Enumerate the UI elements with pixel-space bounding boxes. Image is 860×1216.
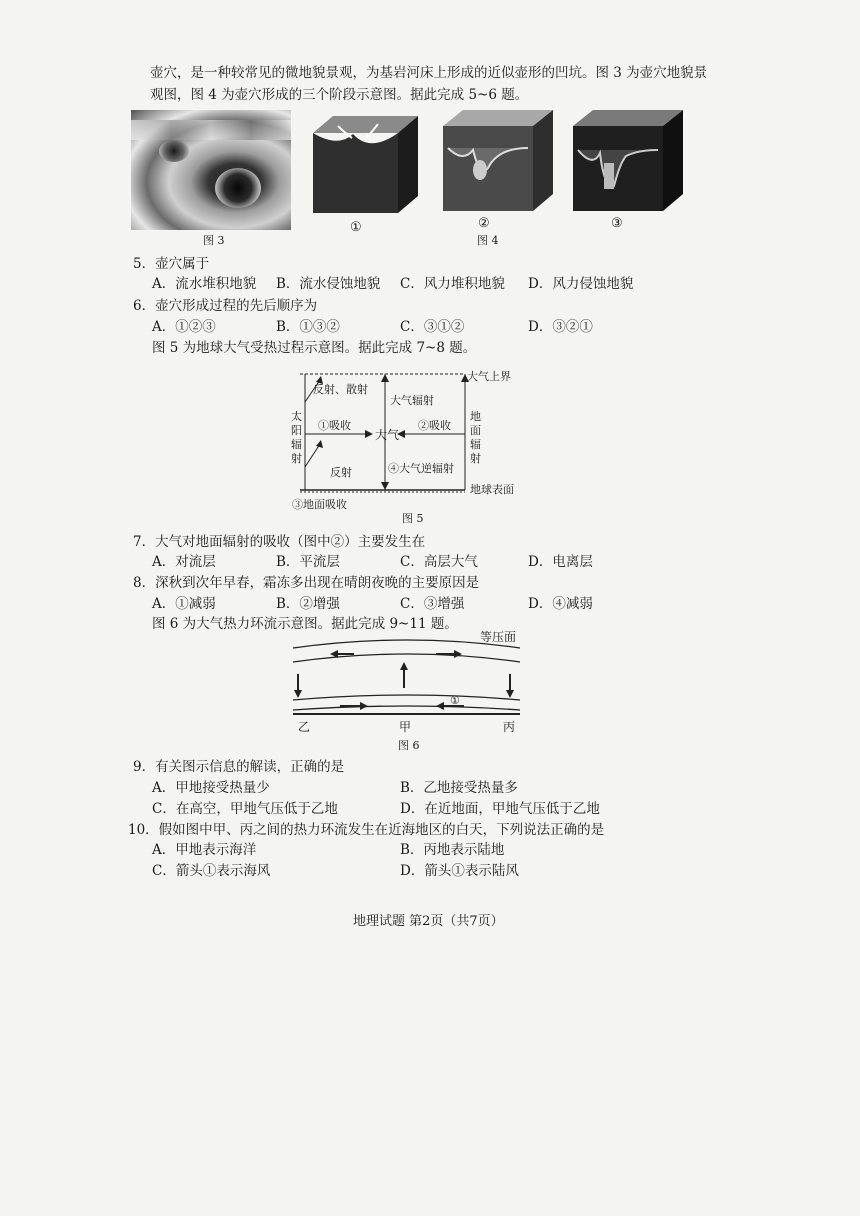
fig5-atmosphere: 大气: [375, 428, 400, 442]
fig5-ground-absorb: ③地面吸收: [292, 498, 347, 511]
fig5-top-label: 大气上界: [467, 370, 511, 383]
fig5-back-radiation: ④大气逆辐射: [388, 462, 454, 475]
q9-option-a: A．甲地接受热量少: [152, 780, 270, 796]
fig5-intro: 图 5 为地球大气受热过程示意图。据此完成 7~8 题。: [152, 340, 477, 356]
rock-streak: [131, 120, 291, 140]
fig6-jia: 甲: [399, 720, 412, 734]
fig5-atm-radiation: 大气辐射: [390, 394, 434, 407]
fig6-intro: 图 6 为大气热力环流示意图。据此完成 9~11 题。: [152, 616, 458, 632]
q10-option-a: A．甲地表示海洋: [152, 842, 257, 858]
q7-option-a: A．对流层: [152, 554, 216, 570]
q7-option-d: D．电离层: [528, 554, 593, 570]
fig4-label-1: ①: [350, 220, 362, 235]
fig4-label-2: ②: [478, 216, 490, 231]
q7-option-b: B．平流层: [276, 554, 340, 570]
stage-1-block: [313, 116, 418, 213]
question-5: 5．壶穴属于: [133, 256, 210, 272]
q8-option-b: B．②增强: [276, 596, 340, 612]
q5-option-b: B．流水侵蚀地貌: [276, 276, 381, 292]
q5-option-d: D．风力侵蚀地貌: [528, 276, 634, 292]
fig4-diagram: [308, 108, 728, 218]
question-9: 9．有关图示信息的解读，正确的是: [133, 759, 345, 775]
fig5-bottom-label: 地球表面: [470, 483, 514, 496]
fig5-absorb-1: ①吸收: [318, 419, 351, 432]
question-8: 8．深秋到次年早春，霜冻多出现在晴朗夜晚的主要原因是: [133, 575, 480, 591]
intro-paragraph: 壶穴，是一种较常见的微地貌景观，为基岩河床上形成的近似壶形的凹坑。图 3 为壶穴地貌景观图，图 4 为壶穴形成的三个阶段示意图。据此完成 5~6 题。: [150, 65, 708, 103]
fig3-caption: 图 3: [203, 234, 225, 247]
q5-option-c: C．风力堆积地貌: [400, 276, 505, 292]
fig6-caption: 图 6: [398, 739, 420, 752]
fig5-caption: 图 5: [402, 512, 424, 525]
fig5-reflect-scatter: 反射、散射: [313, 383, 368, 396]
stage-2-block: [443, 110, 553, 211]
pothole-photo: [131, 110, 291, 230]
q6-option-b: B．①③②: [276, 319, 340, 335]
q10-option-b: B．丙地表示陆地: [400, 842, 505, 858]
q8-option-c: C．③增强: [400, 596, 465, 612]
fig4-label-3: ③: [611, 216, 623, 231]
fig5-absorb-2: ②吸收: [418, 419, 451, 432]
fig6-diagram: [288, 638, 528, 728]
q6-option-c: C．③①②: [400, 319, 465, 335]
fig5-ground-radiation: 地面辐射: [470, 410, 481, 465]
question-10: 10．假如图中甲、丙之间的热力环流发生在近海地区的白天，下列说法正确的是: [128, 822, 605, 838]
page-footer: 地理试题 第2页（共7页）: [353, 914, 504, 929]
q5-option-a: A．流水堆积地貌: [152, 276, 257, 292]
stage-3-block: [573, 110, 683, 211]
fig5-solar: 太阳辐射: [291, 410, 302, 465]
question-6: 6．壶穴形成过程的先后顺序为: [133, 298, 318, 314]
q9-option-b: B．乙地接受热量多: [400, 780, 518, 796]
q9-option-c: C．在高空，甲地气压低于乙地: [152, 801, 338, 817]
small-pothole: [159, 140, 189, 162]
q8-option-a: A．①减弱: [152, 596, 216, 612]
q7-option-c: C．高层大气: [400, 554, 478, 570]
q8-option-d: D．④减弱: [528, 596, 593, 612]
q9-option-d: D．在近地面，甲地气压低于乙地: [400, 801, 600, 817]
fig4-caption: 图 4: [477, 234, 499, 247]
q10-option-d: D．箭头①表示陆风: [400, 863, 519, 879]
fig6-bing: 丙: [503, 720, 516, 734]
fig5-reflect: 反射: [330, 466, 352, 479]
large-pothole: [215, 168, 261, 208]
fig6-yi: 乙: [298, 720, 311, 734]
q10-option-c: C．箭头①表示海风: [152, 863, 271, 879]
q6-option-a: A．①②③: [152, 319, 216, 335]
fig6-isobar: 等压面: [480, 630, 517, 644]
fig6-arrow-1: ①: [450, 694, 460, 707]
q6-option-d: D．③②①: [528, 319, 593, 335]
question-7: 7．大气对地面辐射的吸收（图中②）主要发生在: [133, 534, 426, 550]
